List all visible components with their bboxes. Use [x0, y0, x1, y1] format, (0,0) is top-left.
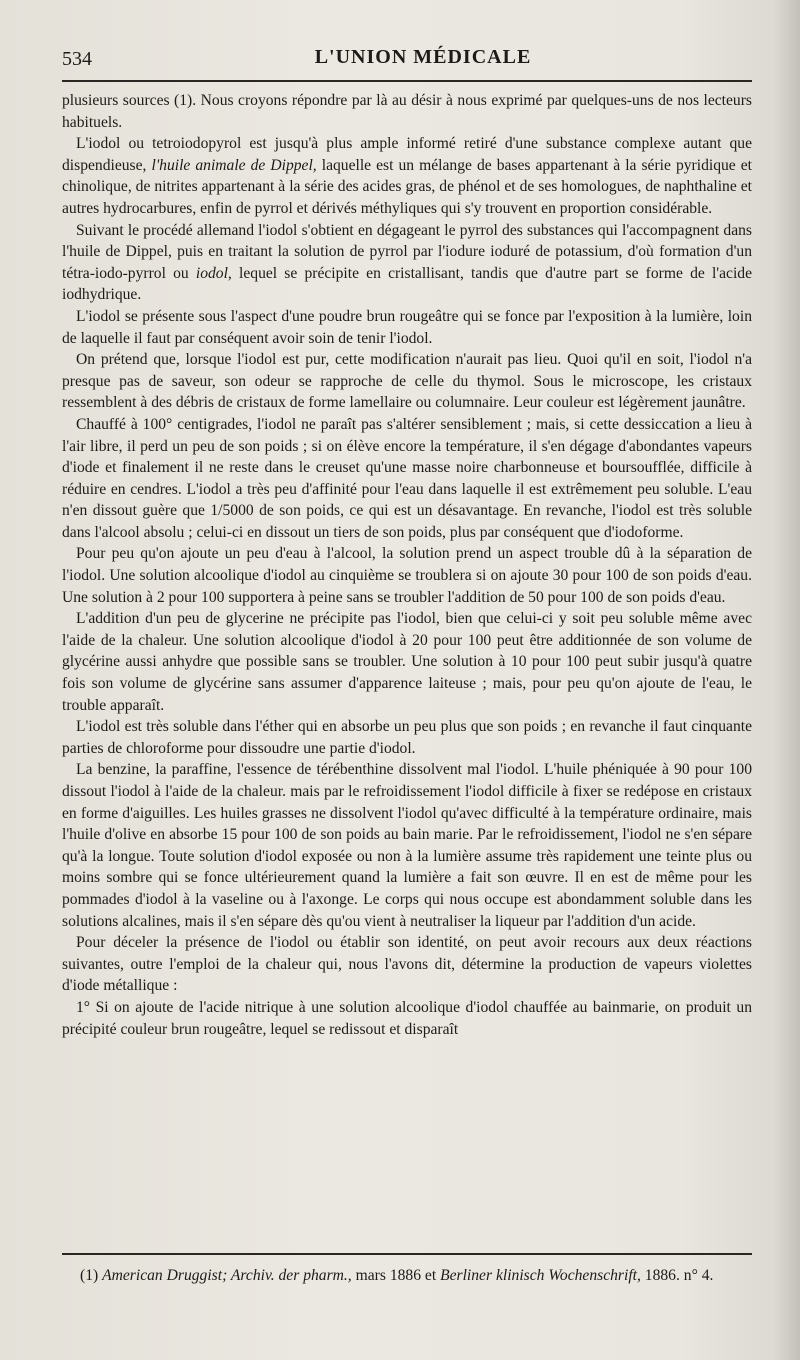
footnote-text: mars 1886 et — [351, 1267, 441, 1284]
paragraph: Chauffé à 100° centigrades, l'iodol ne paraît pas s'altérer sensiblement ; mais, si cette dessiccation a lieu à l'air libre, il perd un peu de son poids ; si on élève encore la température, il s'en dégage d'abondantes vapeurs d'iode et finalement il ne reste dans le creuset qu'une masse noire charbonneuse et boursoufflée, difficile à réduire en cendres. L'iodol a très peu d'affinité pour l'eau dans laquelle il est extrêmement peu soluble. L'eau n'en dissout guère que 1/5000 de son poids, ce qui est un désavantage. En revanche, l'iodol est très soluble dans l'alcool absolu ; celui-ci en dissout un tiers de son poids, plus par conséquent que d'iodoforme. — [62, 415, 752, 541]
paragraph: L'iodol est très soluble dans l'éther qui en absorbe un peu plus que son poids ; en revanche il faut cinquante parties de chloroforme pour dissoudre une partie d'iodol. — [62, 718, 752, 757]
paragraph: La benzine, la paraffine, l'essence de térébenthine dissolvent mal l'iodol. L'huile phéniquée à 90 pour 100 dissout l'iodol à l'aide de la chaleur. mais par le refroidissement l'iodol difficile à fixer se redépose en cristaux en forme d'aiguilles. Les huiles grasses ne dissolvent l'iodol qu'avec difficulté à la température ordinaire, mais l'huile d'olive en absorbe 15 pour 100 de son poids au bain marie. Par le refroidissement, l'iodol ne s'en sépare qu'à la longue. Toute solution d'iodol exposée ou non à la lumière assume très rapidement une teinte plus ou moins sombre qui se fonce ultérieurement quand la lumière a fait son œuvre. Il en est de même pour les pommades d'iodol à la vaseline ou à l'axonge. Le corps qui nous occupe est abondamment soluble dans les solutions alcalines, mais il s'en sépare dès qu'ou vient à neutraliser la liqueur par l'addition d'un acide. — [62, 761, 752, 930]
page-header — [62, 44, 750, 74]
page-number: 534 — [62, 48, 92, 70]
paragraph: Pour déceler la présence de l'iodol ou établir son identité, on peut avoir recours aux deux réactions suivantes, outre l'emploi de la chaleur qui, nous l'avons dit, détermine la production de vapeurs violettes d'iode métallique : — [62, 934, 752, 995]
paragraph-text: L'iodol ou tetroiodopyrol est jusqu'à plus ample informé retiré d'une substance complexe autant que dispendieuse, — [62, 135, 752, 174]
footnote-text: 1886. n° 4. — [640, 1267, 714, 1284]
article-body — [62, 90, 752, 1040]
paragraph-text: lequel se précipite en cristallisant, tandis que d'autre part se forme de l'acide iodhydrique. — [62, 264, 753, 304]
paragraph: Pour peu qu'on ajoute un peu d'eau à l'alcool, la solution prend un aspect trouble dû à la séparation de l'iodol. Une solution alcoolique d'iodol au cinquième se troublera si on ajoute 30 pour 100 de son poids d'eau. Une solution à 2 pour 100 supportera à peine sans se troubler l'addition de 50 pour 100 de son poids d'eau. — [62, 545, 752, 606]
header-rule — [62, 80, 752, 82]
footnote-marker: (1) — [80, 1267, 99, 1284]
paragraph-text: laquelle est un mélange de bases appartenant à la série pyridique et chinolique, de nitrites appartenant à la série des acides gras, de phénol et de ses homologues, de naphthaline et autres hydrocarbures, enfin de pyrrol et dérivés méthyliques qui s'y trouvent en proportion considérable. — [62, 156, 752, 217]
paragraph — [62, 220, 752, 306]
running-title: L'UNION MÉDICALE — [314, 46, 532, 68]
paragraph-text: Suivant le procédé allemand l'iodol s'obtient en dégageant le pyrrol des substances qui l'accompagnent dans l'huile de Dippel, puis en traitant la solution de pyrrol par l'iodure ioduré de potassium, d'où formation d'un tétra-iodo-pyrrol ou — [62, 221, 752, 282]
paragraph: On prétend que, lorsque l'iodol est pur, cette modification n'aurait pas lieu. Quoi qu'il en soit, l'iodol n'a presque pas de saveur, son odeur se rapproche de celle du thymol. Sous le microscope, les cristaux ressemblent à des débris de cristaux de forme lamellaire ou columnaire. Leur couleur est légèrement jaunâtre. — [62, 351, 752, 412]
paragraph — [62, 133, 752, 219]
paragraph: 1° Si on ajoute de l'acide nitrique à une solution alcoolique d'iodol chauffée au bainmarie, on produit un précipité couleur brun rougeâtre, lequel se redissout et disparaît — [62, 998, 752, 1038]
italic-term: iodol, — [195, 264, 232, 282]
paragraph: L'iodol se présente sous l'aspect d'une poudre brun rougeâtre qui se fonce par l'exposition à la lumière, loin de laquelle il faut par conséquent avoir soin de tenir l'iodol. — [62, 307, 752, 347]
italic-term: l'huile animale de Dippel, — [151, 156, 317, 174]
footnote-rule — [62, 1253, 752, 1255]
footnote-source: Berliner klinisch Wochenschrift, — [440, 1267, 641, 1284]
paragraph: L'addition d'un peu de glycerine ne précipite pas l'iodol, bien que celui-ci y soit peu soluble même avec l'aide de la chaleur. Une solution alcoolique d'iodol à 20 pour 100 peut être additionnée de son volume de glycérine aussi anhydre que possible sans se troubler. Une solution à 10 pour 100 peut subir jusqu'à quatre fois son volume de glycérine sans assumer d'apparence laiteuse ; mais, pour peu qu'on ajoute de l'eau, le trouble apparaît. — [62, 610, 752, 714]
footnote — [62, 1265, 752, 1287]
footnote-source: American Druggist; Archiv. der pharm., — [102, 1267, 352, 1284]
page-edge-shadow — [774, 0, 800, 1360]
paragraph: plusieurs sources (1). Nous croyons répondre par là au désir à nous exprimé par quelques-uns de nos lecteurs habituels. — [62, 92, 752, 131]
